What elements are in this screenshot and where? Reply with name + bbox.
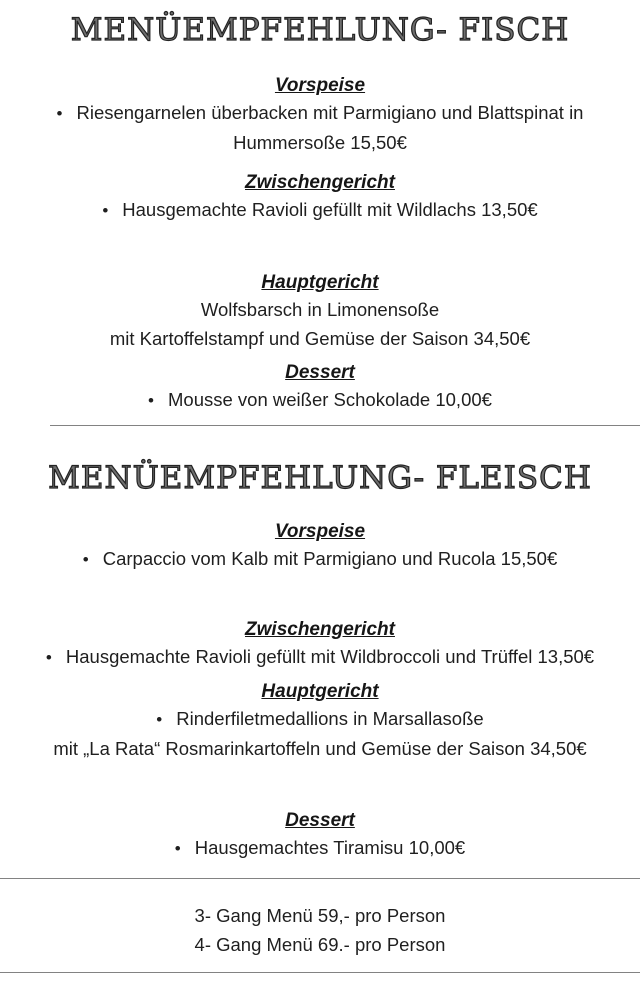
bullet-icon: • [102, 201, 109, 220]
menu-item-text: Hausgemachte Ravioli gefüllt mit Wildlachs 13,50€ [122, 199, 538, 220]
course-heading: Hauptgericht [261, 272, 379, 293]
bullet-icon: • [156, 710, 163, 729]
section-fisch-dessert [0, 361, 640, 415]
menu-title-fisch: MENÜEMPFEHLUNG- FISCH [70, 12, 570, 48]
menu-item-text: Hummersoße 15,50€ [233, 132, 407, 153]
footer-divider-bottom [0, 972, 640, 973]
menu-item [0, 195, 640, 225]
menu-item-text: mit „La Rata“ Rosmarinkartoffeln und Gemüse der Saison 34,50€ [53, 738, 587, 759]
footer-divider-top [0, 878, 640, 879]
bullet-icon: • [148, 391, 154, 410]
section-fleisch-hauptgericht [0, 680, 640, 763]
section-fisch-vorspeise [0, 74, 640, 157]
menu-item-text: Wolfsbarsch in Limonensoße [200, 299, 440, 320]
menu-item [0, 128, 640, 157]
menu-item [0, 704, 640, 734]
menu-title-fleisch: MENÜEMPFEHLUNG- FLEISCH [48, 460, 592, 496]
menu-item-text: Mousse von weißer Schokolade 10,00€ [168, 389, 492, 410]
menu-item-text: Riesengarnelen überbacken mit Parmigiano und Blattspinat in [76, 102, 584, 123]
menu-item-text: Hausgemachtes Tiramisu 10,00€ [194, 837, 466, 858]
bullet-icon: • [45, 648, 52, 667]
course-heading: Vorspeise [274, 521, 366, 542]
price-line: 3- Gang Menü 59,- pro Person [194, 905, 446, 926]
course-heading: Zwischengericht [245, 619, 395, 640]
section-fleisch-zwischengericht [0, 618, 640, 672]
course-heading: Hauptgericht [261, 681, 379, 702]
bullet-icon: • [174, 839, 181, 858]
menu-item [0, 98, 640, 128]
course-heading: Vorspeise [274, 75, 366, 96]
price-line: 4- Gang Menü 69.- pro Person [194, 934, 446, 955]
section-fisch-zwischengericht [0, 171, 640, 225]
menu-item [0, 734, 640, 763]
price-footer [0, 901, 640, 959]
course-heading: Zwischengericht [245, 172, 395, 193]
menu-item-text: Hausgemachte Ravioli gefüllt mit Wildbroccoli und Trüffel 13,50€ [65, 646, 595, 667]
menu-item [0, 642, 640, 672]
section-fisch-hauptgericht [0, 271, 640, 353]
menu-item-text: Carpaccio vom Kalb mit Parmigiano und Rucola 15,50€ [102, 548, 558, 569]
bullet-icon: • [82, 550, 89, 569]
menu-item [0, 544, 640, 574]
menu-item-text: Rinderfiletmedallions in Marsallasoße [176, 708, 484, 729]
section-divider [50, 425, 640, 426]
menu-item [0, 833, 640, 863]
section-fleisch-dessert [0, 809, 640, 863]
menu-item [0, 385, 640, 415]
menu-item [0, 324, 640, 353]
section-fleisch-vorspeise [0, 520, 640, 574]
course-heading: Dessert [285, 362, 355, 383]
course-heading: Dessert [285, 810, 355, 831]
menu-item-text: mit Kartoffelstampf und Gemüse der Saison 34,50€ [109, 328, 531, 349]
menu-item [0, 295, 640, 324]
bullet-icon: • [56, 104, 63, 123]
